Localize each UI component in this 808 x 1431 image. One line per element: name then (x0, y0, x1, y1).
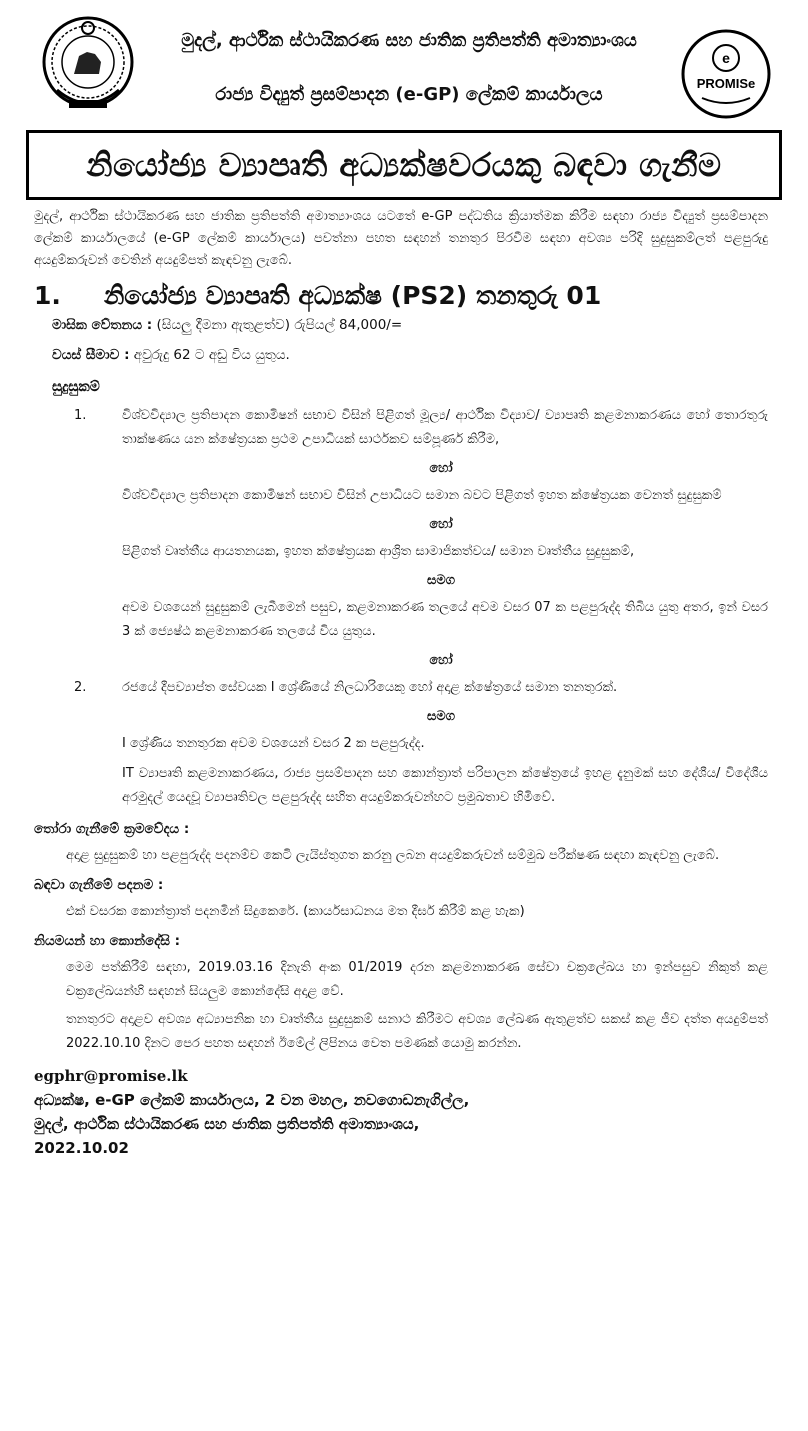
recruitment-heading: බඳවා ගැනීමේ පදනම : (34, 877, 164, 893)
sri-lanka-emblem-icon (39, 12, 137, 116)
priority-note: IT ව්‍යාපෘති කළමනාකරණය, රාජ්‍ය ප්‍රසම්පාදන සහ කොන්ත්‍රාත් පරිපාලන ක්ෂේත්‍රයේ ඉහළ දැනුමක් සහ දේශීය/ විදේශීය අරමුදල් යෙදවූ ව්‍යාපෘතිවල පළපුරුද්ද සහිත අයදුම්කරුවන්හට ප්‍රමුඛතාව හිමිවේ. (122, 766, 768, 805)
qualifications-heading: සුදුසුකම් (52, 379, 100, 395)
address-line-1: අධ්‍යක්ෂ, e-GP ලේකම් කාර්යාලය, 2 වන මහල, නවගොඩනැගිල්ල, (34, 1091, 470, 1109)
position-number: 1. (34, 281, 61, 310)
office-name: රාජ්‍ය විද්‍යුත් ප්‍රසම්පාදන (e-GP) ලේකම් කාර්යාලය (215, 84, 603, 105)
and-label: සමග (427, 573, 455, 588)
header (14, 0, 794, 120)
and-label: සමග (427, 709, 455, 724)
salary-label: මාසික වේතනය : (52, 317, 153, 333)
terms-text-1: මෙම පත්කිරීම් සඳහා, 2019.03.16 දිනැති අංක 01/2019 දරන කළමනාකරණ සේවා චක්‍රලේඛය හා ඉන්පසුව නිකුත් කළ චක්‍රලේඛයන්හි සඳහන් සියලුම කොන්දේසි අදාළ වේ. (66, 960, 768, 999)
or-label: හෝ (429, 517, 453, 532)
notice-date: 2022.10.02 (34, 1139, 129, 1157)
main-content (34, 206, 768, 1160)
address-line-2: මුදල්, ආර්ථික ස්ථායිකරණ සහ ජාතික ප්‍රතිපත්ති අමාත්‍යාංශය, (34, 1115, 420, 1133)
item-number: 1. (74, 408, 87, 423)
age-value: අවුරුදු 62 ට අඩු විය යුතුය. (133, 347, 290, 363)
alternative-qualification-1: විශ්වවිද්‍යාල ප්‍රතිපාදන කොමිෂන් සභාව විසින් උපාධියට සමාන බවට පිළිගත් ඉහත ක්ෂේත්‍රයක වෙනත් සුදුසුකම් (122, 488, 722, 503)
footer-contact (34, 1064, 768, 1160)
item-number: 2. (74, 680, 87, 695)
selection-text: අදාළ සුදුසුකම් හා පළපුරුද්ද පදනම්ව කෙටි ලැයිස්තුගත කරනු ලබන අයදුම්කරුවන් සම්මුඛ පරීක්ෂණ සඳහා කැඳවනු ලැබේ. (66, 848, 720, 863)
item-text: රජයේ දීපව්‍යාප්ත සේවයක I ශ්‍රේණියේ නිලධාරියෙකු හෝ අදාළ ක්ෂේත්‍රයේ සමාන තනතුරක්. (122, 680, 618, 695)
contact-email[interactable]: egphr@promise.lk (34, 1067, 188, 1085)
page-title: නියෝජ්‍ය ව්‍යාපෘති අධ්‍යක්ෂවරයකු බඳවා ගැනීම (26, 130, 782, 200)
svg-text:e: e (722, 50, 730, 66)
qualification-item-1 (34, 404, 768, 452)
salary-row (52, 314, 768, 336)
ministry-name: මුදල්, ආර්ථික ස්ථායිකරණ සහ ජාතික ප්‍රතිපත්ති අමාත්‍යාංශය (181, 30, 637, 51)
promise-logo (680, 28, 772, 120)
experience-requirement-1: අවම වශයෙන් සුදුසුකම් ලැබීමෙන් පසුව, කළමනාකරණ තලයේ අවම වසර 07 ක පළපුරුද්ද තිබිය යුතු අතර, ඉන් වසර 3 ක් ජ්‍යෙෂ්ඨ කළමනාකරණ තලයේ විය යුතුය. (122, 600, 768, 639)
position-title: නියෝජ්‍ය ව්‍යාපෘති අධ්‍යක්ෂ (PS2) තනතුරු 01 (104, 281, 602, 310)
logo-text: PROMISe (696, 76, 756, 91)
item-text: විශ්වවිද්‍යාල ප්‍රතිපාදන කොමිෂන් සභාව විසින් පිළිගත් මූල්‍ය/ ආර්ථික විද්‍යාව/ ව්‍යාපෘති කළමනාකරණය හෝ තොරතුරු තාක්ෂණය යන ක්ෂේත්‍රයක ප්‍රථම උපාධියක් සාර්ථකව සම්පූර්ණ කිරීම, (122, 408, 768, 447)
or-label: හෝ (429, 653, 453, 668)
or-label: හෝ (429, 461, 453, 476)
position-heading (34, 278, 768, 314)
age-label: වයස් සීමාව : (52, 347, 130, 363)
age-row (52, 344, 768, 366)
terms-heading: නියමයන් හා කොන්දේසි : (34, 933, 181, 949)
terms-text-2: තනතුරට අදාළව අවශ්‍ය අධ්‍යාපනික හා වෘත්තීය සුදුසුකම් සනාථ කිරීමට අවශ්‍ය ලේඛණ ඇතුළත්ව සකස් කළ ජීව දත්ත අයදුම්පත් 2022.10.10 දිනට පෙර පහත සඳහන් ඊමේල් ලිපිනය වෙත පමණක් යොමු කරන්න. (66, 1012, 768, 1051)
intro-paragraph: මුදල්, ආර්ථික ස්ථායිකරණ සහ ජාතික ප්‍රතිපත්ති අමාත්‍යාංශය යටතේ e-GP පද්ධතිය ක්‍රියාත්මක කිරීම සඳහා රාජ්‍ය විද්‍යුත් ප්‍රසම්පාදන ලේකම් කාර්යාලයේ (e-GP ලේකම් කාර්යාලය) පවත්නා පහත සඳහන් තනතුර පිරවීම සඳහා අවශ්‍ය පරිදි සුදුසුකම්ලත් පළපුරුදු අයදුම්කරුවන් වෙතින් අයදුම්පත් කැඳවනු ලැබේ. (34, 209, 768, 268)
alternative-qualification-2: පිළිගත් වෘත්තීය ආයතනයක, ඉහත ක්ෂේත්‍රයක ආශ්‍රිත සාමාජිකත්වය/ සමාන වෘත්තීය සුදුසුකම්, (122, 544, 635, 559)
selection-heading: තෝරා ගැනීමේ ක්‍රමවේදය : (34, 821, 190, 837)
salary-value: (සියලු දීමනා ඇතුළත්ව) රුපියල් 84,000/= (156, 317, 403, 333)
experience-requirement-2: I ශ්‍රේණිය තනතුරක අවම වශයෙන් වසර 2 ක පළපුරුද්ද. (122, 736, 425, 751)
qualification-item-2 (34, 676, 768, 700)
recruitment-text: එක් වසරක කොන්ත්‍රාත් පදනමින් සිදුකෙරේ. (කාර්යසාධනය මත දීර්ඝ කිරීම් කළ හැක) (66, 904, 525, 919)
